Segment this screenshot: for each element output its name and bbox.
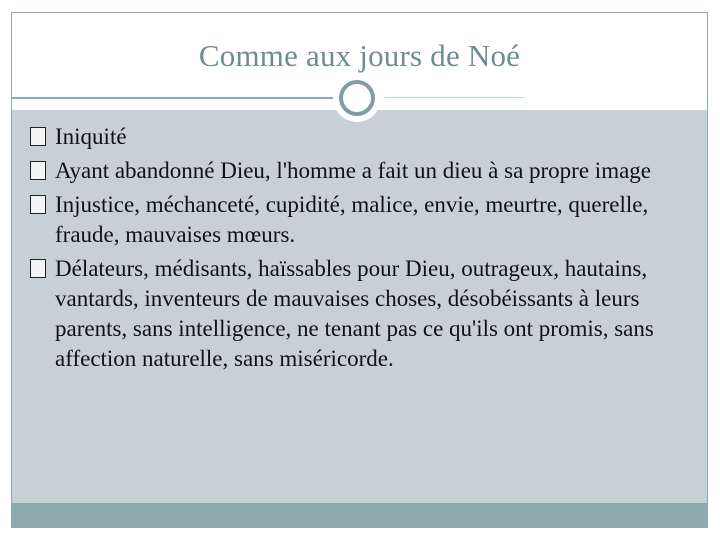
footer-bar xyxy=(12,503,707,527)
title-divider-left xyxy=(11,97,337,99)
bullet-text: Délateurs, médisants, haïssables pour Dieu, outrageux, hautains, vantards, inventeurs de mauvaises choses, désobéissants à leurs parents, sans intelligence, ne tenant pas ce qu'ils ont promis, sans affection naturelle, sans miséricorde. xyxy=(55,256,654,371)
bullet-item xyxy=(30,156,690,186)
bullet-text: Injustice, méchanceté, cupidité, malice, envie, meurtre, querelle, fraude, mauvaises mœurs. xyxy=(55,192,649,247)
bullet-text: Ayant abandonné Dieu, l'homme a fait un dieu à sa propre image xyxy=(55,158,652,183)
bullet-item xyxy=(30,190,690,250)
bullet-list xyxy=(30,122,690,378)
bullet-item xyxy=(30,254,690,374)
title-divider-right xyxy=(385,97,525,98)
unknown-glyph-box-icon xyxy=(30,161,46,180)
slide-title: Comme aux jours de Noé xyxy=(198,38,521,73)
bullet-text: Iniquité xyxy=(55,124,127,149)
unknown-glyph-box-icon xyxy=(30,127,46,146)
unknown-glyph-box-icon xyxy=(30,195,46,214)
bullet-item xyxy=(30,122,690,152)
unknown-glyph-box-icon xyxy=(30,259,46,278)
ring-ornament-icon xyxy=(339,80,375,116)
